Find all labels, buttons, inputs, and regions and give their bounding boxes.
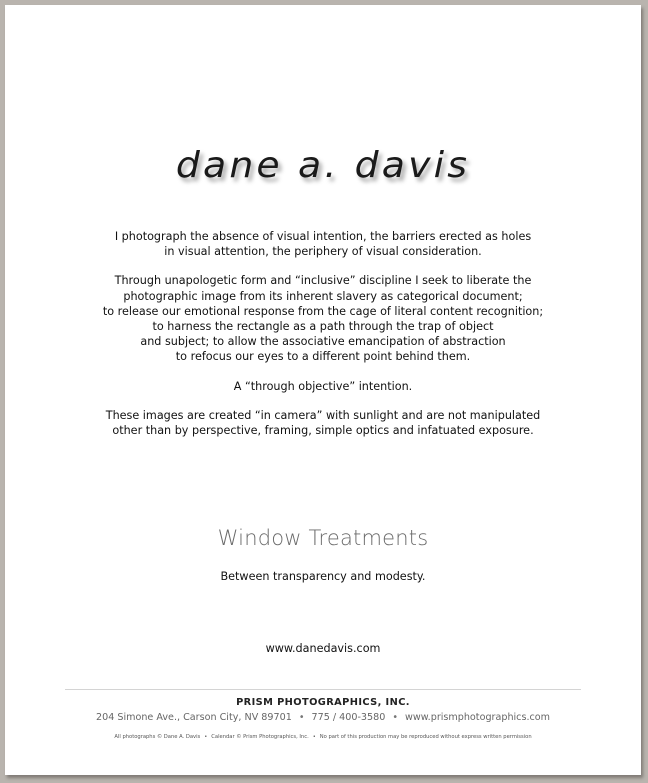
company-website-link[interactable]: www.prismphotographics.com bbox=[405, 712, 550, 723]
contact-line bbox=[5, 712, 641, 723]
copyright-notice bbox=[5, 734, 641, 740]
reproduction-notice: No part of this production may be reproduced without express written permission bbox=[319, 734, 532, 740]
statement-line: These images are created “in camera” with sunlight and are not manipulated bbox=[105, 408, 541, 422]
statement-line: to refocus our eyes to a different point behind them. bbox=[175, 350, 471, 364]
company-address: 204 Simone Ave., Carson City, NV 89701 bbox=[96, 712, 292, 723]
website-link[interactable]: www.danedavis.com bbox=[265, 642, 381, 655]
series-title: Window Treatments bbox=[217, 526, 429, 550]
statement-paragraph bbox=[5, 273, 641, 364]
series-subtitle: Between transparency and modesty. bbox=[220, 570, 426, 583]
statement-line: to release our emotional response from the cage of literal content recognition; bbox=[102, 304, 544, 318]
statement-line: and subject; to allow the associative emancipation of abstraction bbox=[140, 335, 506, 349]
statement-paragraph bbox=[5, 379, 641, 394]
artist-signature: dane a. davis bbox=[175, 145, 471, 186]
statement-line: Through unapologetic form and “inclusive” discipline I seek to liberate the bbox=[114, 274, 532, 288]
statement-line: to harness the rectangle as a path through the trap of object bbox=[152, 320, 494, 334]
company-phone: 775 / 400-3580 bbox=[311, 712, 386, 723]
company-name: PRISM PHOTOGRAPHICS, INC. bbox=[236, 697, 410, 708]
statement-paragraph bbox=[5, 408, 641, 438]
statement-line: I photograph the absence of visual intention, the barriers erected as holes bbox=[114, 230, 532, 243]
statement-line: A “through objective” intention. bbox=[233, 379, 413, 393]
statement-line: in visual attention, the periphery of visual consideration. bbox=[164, 245, 482, 259]
bullet-separator: • bbox=[298, 712, 305, 723]
statement-line: other than by perspective, framing, simple optics and infatuated exposure. bbox=[112, 424, 534, 438]
bullet-separator: • bbox=[312, 734, 316, 740]
copyright-calendar: Calendar © Prism Photographics, Inc. bbox=[211, 734, 309, 740]
bullet-separator: • bbox=[392, 712, 399, 723]
statement-paragraph bbox=[5, 229, 641, 259]
calendar-page bbox=[5, 5, 641, 775]
bullet-separator: • bbox=[204, 734, 208, 740]
copyright-photographs: All photographs © Dane A. Davis bbox=[114, 734, 201, 740]
artist-statement bbox=[5, 229, 641, 452]
footer-divider bbox=[65, 689, 581, 690]
statement-line: photographic image from its inherent slavery as categorical document; bbox=[123, 289, 523, 303]
